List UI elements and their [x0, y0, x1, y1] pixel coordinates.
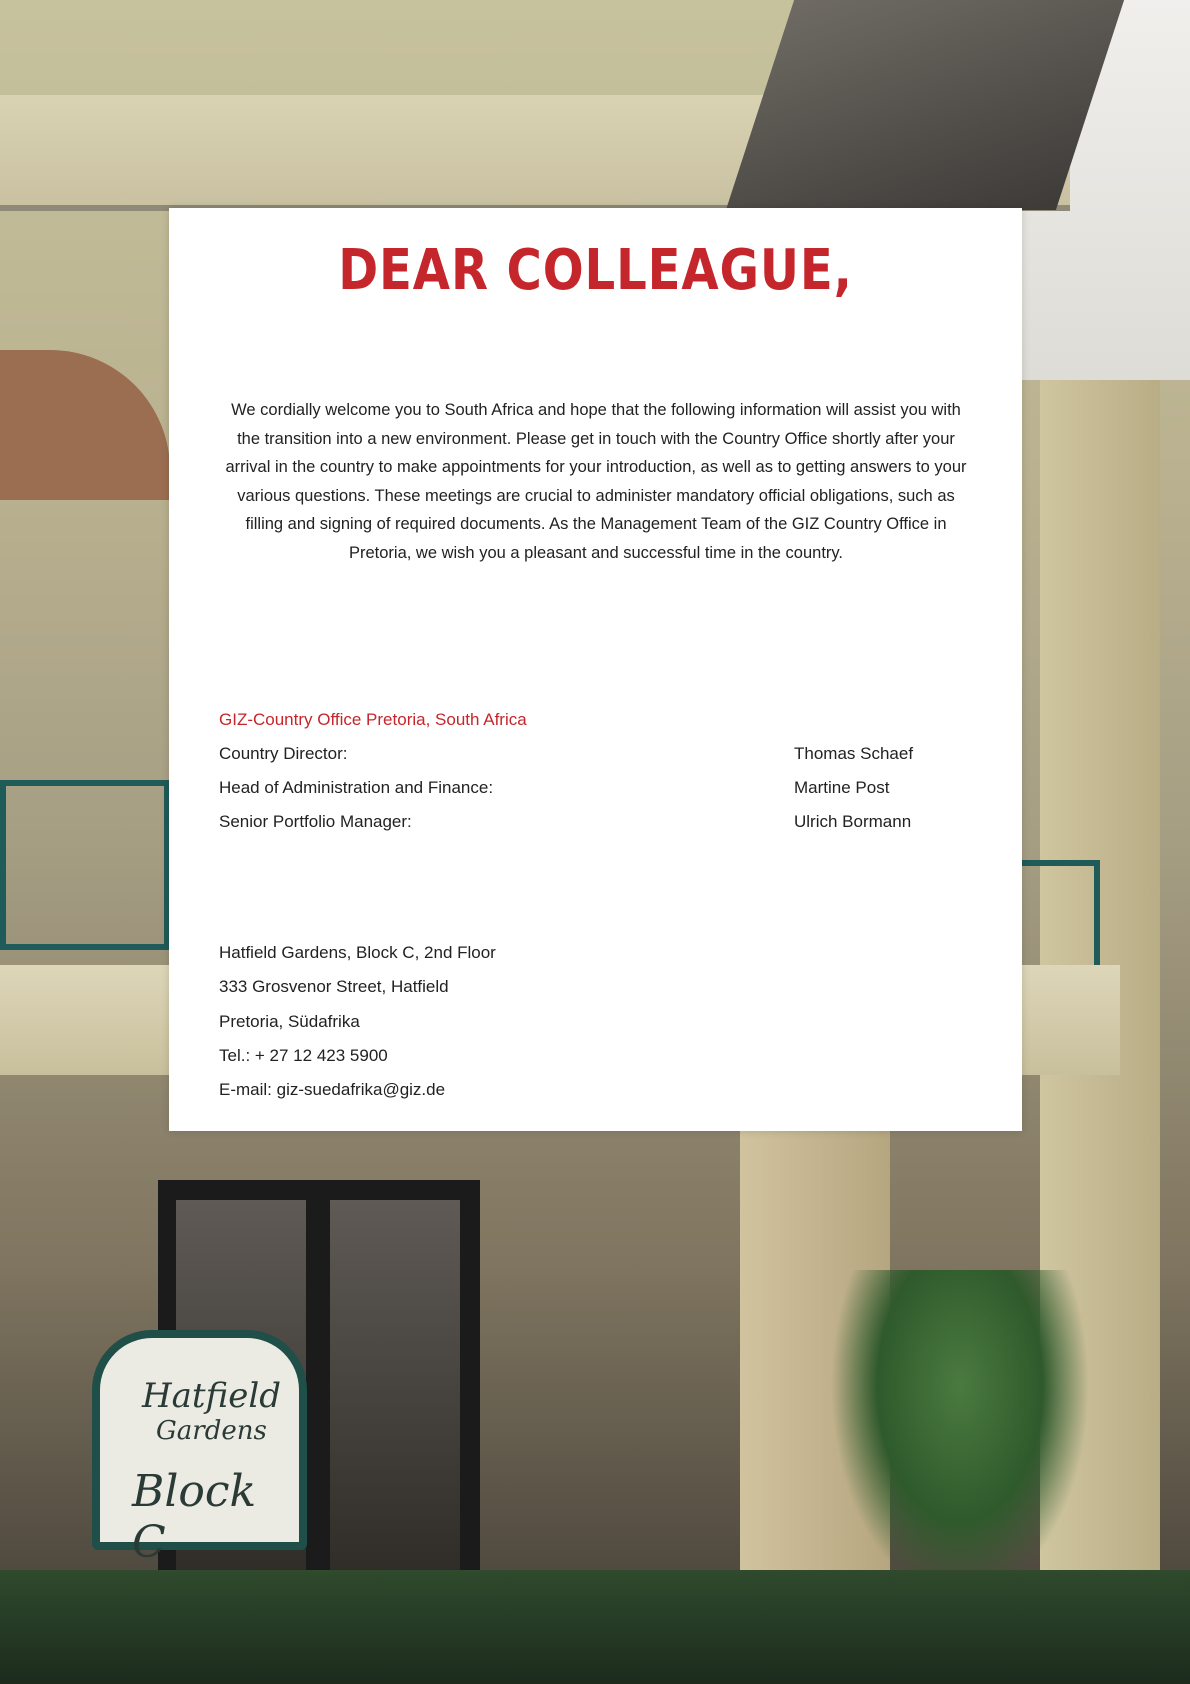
- person-row: [219, 740, 972, 774]
- person-row: [219, 774, 972, 808]
- shrubs: [0, 1570, 1190, 1684]
- address-line: Pretoria, Südafrika: [219, 1011, 360, 1031]
- email-line: E-mail: giz-suedafrika@giz.de: [219, 1080, 446, 1100]
- letter-panel: [169, 208, 1022, 1131]
- hatfield-gardens-sign: [92, 1330, 307, 1568]
- sign-line: Hatfield: [142, 1376, 282, 1416]
- balcony-railing-left: [0, 780, 170, 950]
- person-row: [219, 808, 972, 842]
- phone-line: Tel.: + 27 12 423 5900: [219, 1045, 388, 1065]
- roof: [726, 0, 1124, 210]
- address-line: Hatfield Gardens, Block C, 2nd Floor: [219, 943, 496, 962]
- person-role: Senior Portfolio Manager:: [219, 812, 412, 831]
- office-address: [219, 936, 496, 1107]
- person-role: Head of Administration and Finance:: [219, 778, 494, 797]
- person-name: Thomas Schaef: [794, 744, 914, 763]
- brick-arch: [0, 350, 170, 500]
- management-team: [219, 740, 972, 842]
- door-pane: [330, 1200, 460, 1580]
- sign-line: Gardens: [156, 1416, 267, 1446]
- office-heading: GIZ-Country Office Pretoria, South Africa: [219, 710, 527, 729]
- sign-line: Block C: [132, 1466, 257, 1568]
- address-line: 333 Grosvenor Street, Hatfield: [219, 977, 449, 997]
- letter-title: DEAR COLLEAGUE,: [338, 238, 853, 303]
- person-role: Country Director:: [219, 744, 348, 763]
- person-name: Ulrich Bormann: [794, 812, 912, 831]
- intro-paragraph: We cordially welcome you to South Africa and hope that the following information will assist you with the transition into a new environment. Please get in touch with the Country Office shortly after your arrival in the country to make appointments for your introduction, as well as to getting answers to your various questions. These meetings are crucial to administer mandatory official obligations, such as filling and signing of required documents. As the Management Team of the GIZ Country Office in Pretoria, we wish you a pleasant and successful time in the country.: [225, 401, 967, 562]
- palm-tree: [830, 1270, 1090, 1600]
- person-name: Martine Post: [794, 778, 890, 797]
